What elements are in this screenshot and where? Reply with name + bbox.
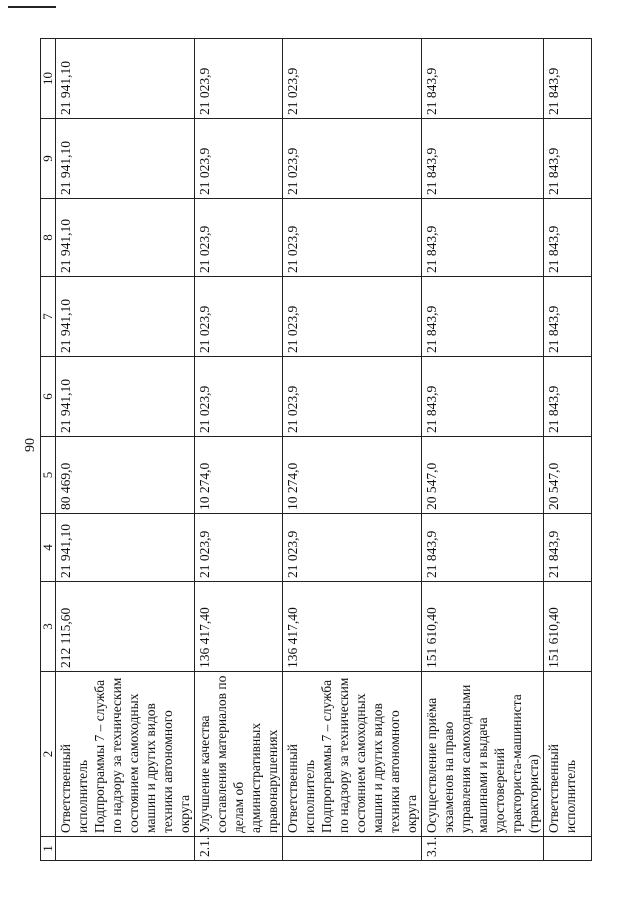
header-cell: 5 (41, 437, 56, 514)
row-index: 3.1. (422, 837, 544, 861)
row-index: 2.1. (195, 837, 283, 861)
row-value: 21 843,9 (422, 514, 544, 582)
row-value: 21 023,9 (283, 357, 422, 437)
table-row (283, 39, 422, 861)
header-row (41, 39, 56, 861)
row-value: 21 023,9 (283, 39, 422, 119)
row-total: 136 417,40 (283, 582, 422, 672)
row-value: 21 843,9 (544, 199, 592, 277)
header-cell: 10 (41, 39, 56, 119)
row-value: 21 023,9 (195, 199, 283, 277)
header-cell: 8 (41, 199, 56, 277)
row-total: 136 417,40 (195, 582, 283, 672)
row-total: 151 610,40 (544, 582, 592, 672)
row-value: 21 843,9 (544, 357, 592, 437)
row-value: 21 843,9 (422, 277, 544, 357)
budget-table (40, 38, 592, 861)
row-value: 21 023,9 (195, 119, 283, 199)
header-cell: 9 (41, 119, 56, 199)
row-total: 212 115,60 (56, 582, 195, 672)
row-value: 21 843,9 (422, 199, 544, 277)
row-description: Улучшение качества составления материалов по делам об административных правонарушениях (195, 672, 283, 837)
row-value: 10 274,0 (195, 437, 283, 514)
row-value: 10 274,0 (283, 437, 422, 514)
row-total: 151 610,40 (422, 582, 544, 672)
row-value: 21 843,9 (544, 514, 592, 582)
row-value: 21 941,10 (56, 277, 195, 357)
row-value: 21 843,9 (422, 39, 544, 119)
row-value: 21 023,9 (195, 514, 283, 582)
row-value: 21 023,9 (195, 357, 283, 437)
row-value: 80 469,0 (56, 437, 195, 514)
row-value: 21 023,9 (283, 199, 422, 277)
page-number: 90 (23, 438, 38, 452)
row-value: 21 843,9 (544, 39, 592, 119)
row-description: Осуществление приёма экзаменов на право управления самоходными машинами и выдача удостоверений тракториста-машиниста (тракториста) (422, 672, 544, 837)
table-row (195, 39, 283, 861)
row-value: 21 941,10 (56, 357, 195, 437)
header-cell: 3 (41, 582, 56, 672)
row-value: 21 023,9 (283, 277, 422, 357)
row-value: 21 023,9 (283, 119, 422, 199)
row-value: 21 843,9 (422, 357, 544, 437)
table-row (56, 39, 195, 861)
table-row (544, 39, 592, 861)
row-value: 21 941,10 (56, 199, 195, 277)
row-description: Ответственный исполнитель (544, 672, 592, 837)
row-value: 21 023,9 (195, 39, 283, 119)
header-cell: 4 (41, 514, 56, 582)
table-row (422, 39, 544, 861)
row-index (283, 837, 422, 861)
row-index (56, 837, 195, 861)
row-value: 21 023,9 (195, 277, 283, 357)
row-value: 21 023,9 (283, 514, 422, 582)
row-description: Ответственный исполнитель Подпрограммы 7 – служба по надзору за техническим состоянием самоходных машин и других видов техники автономного округа (56, 672, 195, 837)
row-value: 21 843,9 (544, 277, 592, 357)
row-value: 21 843,9 (422, 119, 544, 199)
row-value: 21 941,10 (56, 514, 195, 582)
row-description: Ответственный исполнитель Подпрограммы 7 – служба по надзору за техническим состоянием самоходных машин и других видов техники автономного округа (283, 672, 422, 837)
row-value: 21 941,10 (56, 119, 195, 199)
row-index (544, 837, 592, 861)
row-value: 21 843,9 (544, 119, 592, 199)
header-cell: 2 (41, 672, 56, 837)
row-value: 20 547,0 (422, 437, 544, 514)
header-cell: 7 (41, 277, 56, 357)
header-cell: 1 (41, 837, 56, 861)
rotated-table-wrapper (40, 39, 578, 861)
header-cell: 6 (41, 357, 56, 437)
top-rule (8, 6, 56, 8)
row-value: 21 941,10 (56, 39, 195, 119)
row-value: 20 547,0 (544, 437, 592, 514)
